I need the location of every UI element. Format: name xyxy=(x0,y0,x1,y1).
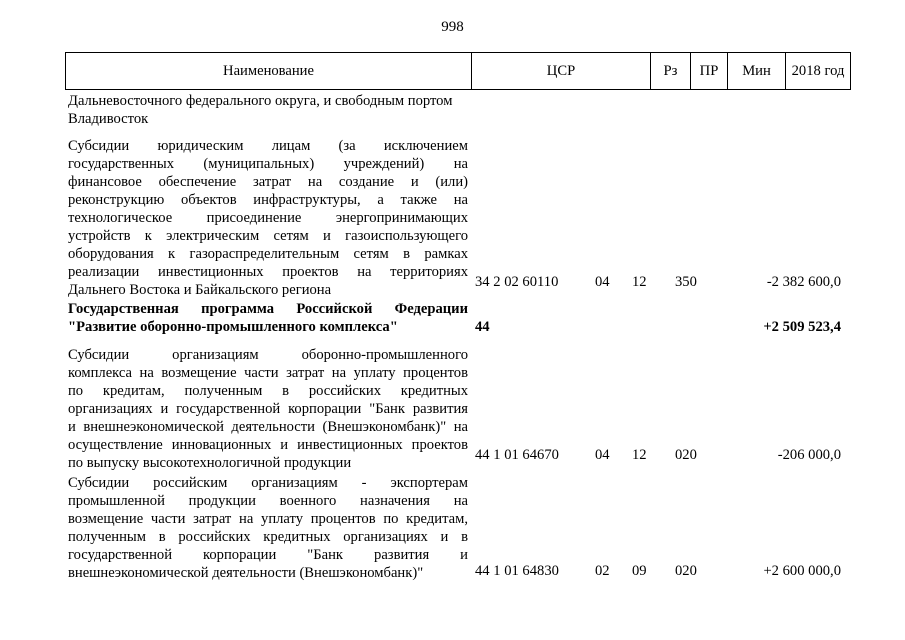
row-text-line: и внешнеэкономической деятельности (Внешэкономбанк)" на xyxy=(68,419,468,435)
row-rz: 04 xyxy=(595,274,610,290)
row-text-line: "Развитие оборонно-промышленного комплекса" xyxy=(68,319,398,335)
page-number: 998 xyxy=(441,19,464,35)
header-min: Мин xyxy=(728,53,786,89)
row-min: 020 xyxy=(675,447,697,463)
row-rz: 02 xyxy=(595,563,610,579)
row-text-line: Владивосток xyxy=(68,111,149,127)
row-csr: 34 2 02 60110 xyxy=(475,274,559,290)
row-amount: -206 000,0 xyxy=(777,447,841,463)
row-text-line: полученным в российских кредитных организациях и в xyxy=(68,529,468,545)
row-pr: 09 xyxy=(632,563,647,579)
row-text-line: реконструкцию объектов инфраструктуры, а также на xyxy=(68,192,468,208)
row-rz: 04 xyxy=(595,447,610,463)
row-pr: 12 xyxy=(632,447,647,463)
row-text-line: Субсидии российским организациям - экспортерам xyxy=(68,475,468,491)
row-amount: -2 382 600,0 xyxy=(766,274,841,290)
row-csr: 44 1 01 64830 xyxy=(475,563,559,579)
row-text-line: государственной корпорации "Банк развития и xyxy=(68,547,468,563)
row-amount: +2 600 000,0 xyxy=(763,563,841,579)
table-row xyxy=(68,474,468,582)
row-text-line: организациях и государственной корпорации "Банк развития xyxy=(68,401,468,417)
row-text-line: устройств к электрическим сетям и газоиспользующего xyxy=(68,228,468,244)
row-text-line: Субсидии организациям оборонно-промышленного xyxy=(68,347,468,363)
row-csr: 44 1 01 64670 xyxy=(475,447,559,463)
table-header xyxy=(65,52,851,90)
header-name: Наименование xyxy=(66,53,472,89)
row-text-line: комплекса на возмещение части затрат на уплату процентов xyxy=(68,365,468,381)
header-pr: ПР xyxy=(691,53,728,89)
row-text-line: по выпуску высокотехнологичной продукции xyxy=(68,455,352,471)
row-text-line: Дальневосточного федерального округа, и свободным портом xyxy=(68,93,453,109)
row-text-line: Субсидии юридическим лицам (за исключением xyxy=(68,138,468,154)
header-year: 2018 год xyxy=(791,63,845,79)
row-min: 350 xyxy=(675,274,697,290)
row-text-line: технологическое присоединение энергопринимающих xyxy=(68,210,468,226)
row-text-line: возмещение части затрат на уплату процентов по кредитам, xyxy=(68,511,468,527)
row-csr: 44 xyxy=(475,319,490,335)
row-text-line: Государственная программа Российской Федерации xyxy=(68,301,468,317)
row-min: 020 xyxy=(675,563,697,579)
row-text-line: осуществление инновационных и инвестиционных проектов xyxy=(68,437,468,453)
table-row xyxy=(68,300,468,336)
table-row xyxy=(68,92,468,128)
table-row xyxy=(68,346,468,472)
row-amount: +2 509 523,4 xyxy=(763,319,841,335)
header-rz: Рз xyxy=(651,53,691,89)
row-text-line: внешнеэкономической деятельности (Внешэкономбанк)" xyxy=(68,565,424,581)
header-csr: ЦСР xyxy=(472,53,651,89)
row-text-line: Дальнего Востока и Байкальского региона xyxy=(68,282,332,298)
row-text-line: государственных (муниципальных) учреждений) на xyxy=(68,156,468,172)
row-text-line: финансовое обеспечение затрат на создание и (или) xyxy=(68,174,468,190)
row-text-line: по кредитам, полученным в российских кредитных xyxy=(68,383,468,399)
row-text-line: промышленной продукции военного назначения на xyxy=(68,493,468,509)
row-text-line: оборудования к газораспределительным сетям в рамках xyxy=(68,246,468,262)
row-pr: 12 xyxy=(632,274,647,290)
table-row xyxy=(68,137,468,299)
row-text-line: реализации инвестиционных проектов на территориях xyxy=(68,264,468,280)
